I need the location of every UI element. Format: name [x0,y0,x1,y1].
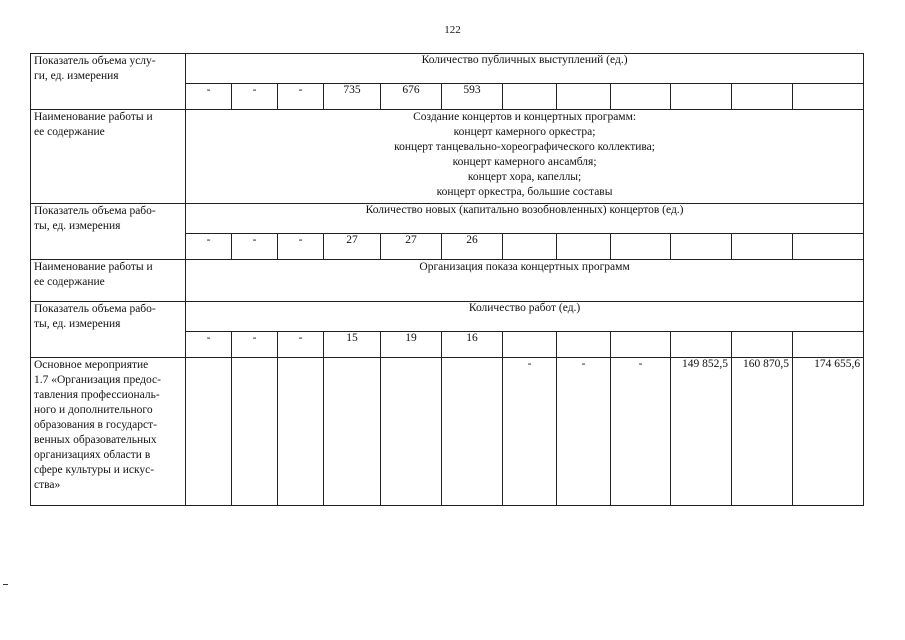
value-cell [793,332,864,358]
row-label-line: ее содержание [34,126,105,138]
value-cell [503,84,557,110]
row-label-line: Показатель объема рабо- [34,303,156,315]
work-description-line: концерт хора, капеллы; [467,171,582,183]
value-cell [503,332,557,358]
financing-cell: 149 852,5 [671,358,732,506]
row-label-line: Основное мероприятие [34,359,149,371]
work-description-line: Организация показа концертных программ [419,261,630,273]
work-description-line: концерт танцевально-хореографического коллектива; [394,141,655,153]
value-cell [611,84,671,110]
value-cell [732,84,793,110]
row-label [31,110,186,204]
indicator-title: Количество работ (ед.) [186,302,864,332]
value-cell [793,84,864,110]
row-label-line: ты, ед. измерения [34,318,121,330]
value-cell [732,234,793,260]
financing-cell [442,358,503,506]
financing-cell: 160 870,5 [732,358,793,506]
row-label-line: Показатель объема услу- [34,55,156,67]
program-table [30,53,864,506]
value-cell: - [232,84,278,110]
value-cell: 15 [324,332,381,358]
row-label-line: Наименование работы и [34,111,153,123]
row-label [31,302,186,358]
indicator-title: Количество новых (капитально возобновленных) концертов (ед.) [186,204,864,234]
value-cell: - [278,234,324,260]
value-cell: - [278,84,324,110]
row-label [31,54,186,110]
row-label-line: ного и дополнительного [34,404,153,416]
row-label-line: тавления профессиональ- [34,389,160,401]
value-cell [611,332,671,358]
financing-cell [232,358,278,506]
value-cell: 676 [381,84,442,110]
value-cell: 27 [324,234,381,260]
value-cell [557,234,611,260]
row-label [31,204,186,260]
row-label-line: ги, ед. измерения [34,70,119,82]
value-cell: - [186,84,232,110]
financing-cell: - [611,358,671,506]
value-cell: 735 [324,84,381,110]
page-number: 122 [444,24,461,36]
financing-cell: - [503,358,557,506]
value-cell [793,234,864,260]
financing-cell [381,358,442,506]
value-cell: 593 [442,84,503,110]
row-label [31,358,186,506]
financing-cell [324,358,381,506]
financing-cell: - [557,358,611,506]
row-label-line: ее содержание [34,276,105,288]
value-cell [557,332,611,358]
activity-row [31,358,864,506]
value-cell: 16 [442,332,503,358]
row-label-line: сфере культуры и искус- [34,464,155,476]
value-cell [732,332,793,358]
value-cell: 26 [442,234,503,260]
financing-cell: 174 655,6 [793,358,864,506]
scan-mark [3,584,8,585]
row-label-line: ты, ед. измерения [34,220,121,232]
value-cell [557,84,611,110]
value-cell: 27 [381,234,442,260]
row-label-line: венных образовательных [34,434,157,446]
indicator-title-row [31,204,864,234]
value-cell [671,332,732,358]
value-cell: - [232,234,278,260]
value-cell [671,234,732,260]
value-cell [611,234,671,260]
value-cell: - [278,332,324,358]
row-label-line: организациях области в [34,449,151,461]
work-description-line: концерт оркестра, большие составы [436,186,613,198]
value-cell: - [186,234,232,260]
row-label-line: Наименование работы и [34,261,153,273]
work-description [186,110,864,204]
value-cell [671,84,732,110]
value-cell [503,234,557,260]
work-description-row [31,110,864,204]
financing-cell [278,358,324,506]
value-cell: 19 [381,332,442,358]
work-description-line: Создание концертов и концертных программ: [413,111,637,123]
indicator-title: Количество публичных выступлений (ед.) [186,54,864,84]
row-label-line: образования в государст- [34,419,157,431]
row-label-line: Показатель объема рабо- [34,205,156,217]
value-cell: - [186,332,232,358]
value-cell: - [232,332,278,358]
indicator-title-row [31,302,864,332]
indicator-title-row [31,54,864,84]
work-description-row [31,260,864,302]
row-label [31,260,186,302]
row-label-line: ства» [34,479,61,491]
work-description [186,260,864,302]
work-description-line: концерт камерного оркестра; [453,126,596,138]
financing-cell [186,358,232,506]
row-label-line: 1.7 «Организация предос- [34,374,161,386]
work-description-line: концерт камерного ансамбля; [452,156,597,168]
